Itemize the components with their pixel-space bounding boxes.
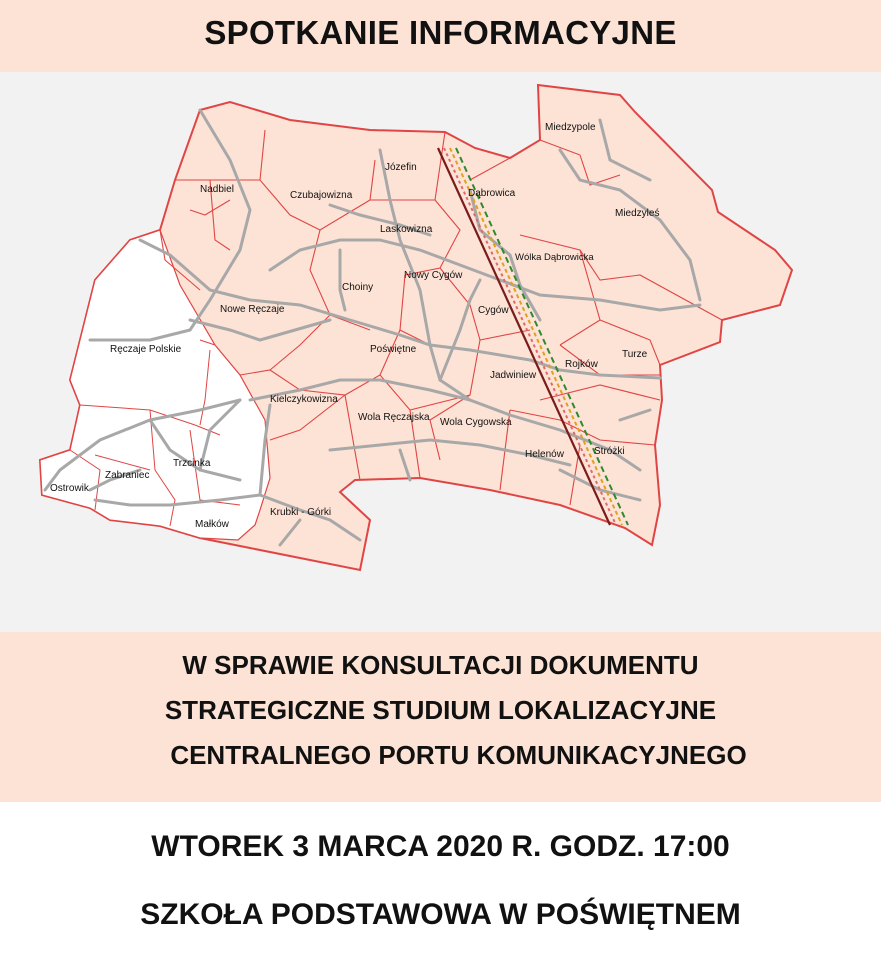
village-label: Choiny (342, 282, 374, 293)
village-label: Cygów (478, 305, 509, 316)
village-label: Nowy Cygów (404, 270, 463, 281)
village-label: Helenów (525, 449, 564, 460)
map-area (0, 72, 881, 632)
village-label: Stróżki (594, 446, 625, 457)
village-label: Turze (622, 349, 648, 360)
village-label: Nowe Ręczaje (220, 304, 285, 315)
village-label: Józefin (385, 162, 417, 173)
village-label: Rojków (565, 359, 598, 370)
village-label: Nadbiel (200, 184, 234, 195)
village-label: Laskowizna (380, 224, 433, 235)
village-label: Miedzyleś (615, 208, 660, 219)
village-label: Dąbrowica (468, 188, 516, 199)
village-label: Czubajowizna (290, 190, 353, 201)
event-date: WTOREK 3 MARCA 2020 R. GODZ. 17:00 (151, 830, 730, 863)
village-label: Wola Cygowska (440, 417, 512, 428)
gmina-map (0, 72, 881, 632)
village-label: Wólka Dąbrowicka (515, 252, 594, 263)
page-title: SPOTKANIE INFORMACYJNE (204, 14, 677, 51)
village-label: Ręczaje Polskie (110, 344, 182, 355)
village-label: Wola Ręczajska (358, 412, 430, 423)
subject-line-2: STRATEGICZNE STUDIUM LOKALIZACYJNE (164, 695, 717, 725)
subject-line-1: W SPRAWIE KONSULTACJI DOKUMENTU (182, 650, 699, 680)
village-label: Kielczykowizna (270, 394, 338, 405)
village-label: Miedzypole (545, 122, 596, 133)
village-label: Poświętne (370, 344, 417, 355)
village-label: Zabraniec (105, 470, 150, 481)
subject-line-3: CENTRALNEGO PORTU KOMUNIKACYJNEGO (170, 740, 747, 770)
village-label: Małków (195, 519, 229, 530)
village-label: Krubki - Górki (270, 507, 332, 518)
village-label: Ostrowik (50, 483, 89, 494)
event-venue: SZKOŁA PODSTAWOWA W POŚWIĘTNEM (140, 898, 741, 931)
village-label: Jadwiniew (490, 370, 537, 381)
village-label: Trzcinka (173, 458, 211, 469)
